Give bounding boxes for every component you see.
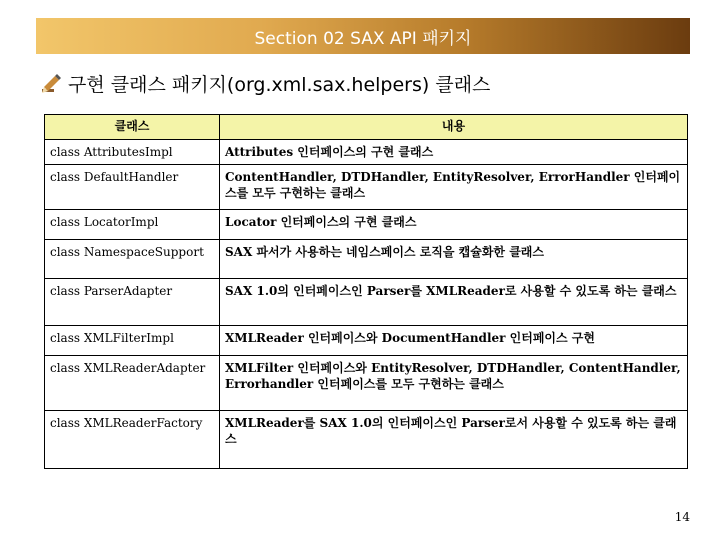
class-name-cell: class XMLReaderAdapter [45, 356, 220, 411]
class-name-cell: class XMLFilterImpl [45, 326, 220, 356]
pencil-bullet-icon [40, 73, 62, 95]
table-row [45, 411, 688, 469]
table-row [45, 240, 688, 279]
class-name-cell: class ParserAdapter [45, 279, 220, 326]
section-banner [36, 18, 690, 54]
table-row [45, 165, 688, 210]
class-name-cell: class XMLReaderFactory [45, 411, 220, 469]
header-content: 내용 [220, 115, 688, 140]
page-number: 14 [674, 510, 690, 524]
description-cell: XMLFilter 인터페이스와 EntityResolver, DTDHandler, ContentHandler, Errorhandler 인터페이스를 모두 구현하는 클래스 [220, 356, 688, 411]
table-row [45, 210, 688, 240]
description-cell: SAX 파서가 사용하는 네임스페이스 로직을 캡슐화한 클래스 [220, 240, 688, 279]
class-name-cell: class AttributesImpl [45, 140, 220, 165]
table-row [45, 279, 688, 326]
heading-text: 구현 클래스 패키지(org.xml.sax.helpers) 클래스 [68, 74, 491, 96]
class-name-cell: class NamespaceSupport [45, 240, 220, 279]
header-class: 클래스 [45, 115, 220, 140]
slide-heading [40, 70, 490, 97]
class-name-cell: class LocatorImpl [45, 210, 220, 240]
class-name-cell: class DefaultHandler [45, 165, 220, 210]
description-cell: XMLReader를 SAX 1.0의 인터페이스인 Parser로서 사용할 수 있도록 하는 클래스 [220, 411, 688, 469]
description-cell: XMLReader 인터페이스와 DocumentHandler 인터페이스 구현 [220, 326, 688, 356]
table-header-row [45, 115, 688, 140]
table-row [45, 140, 688, 165]
description-cell: Attributes 인터페이스의 구현 클래스 [220, 140, 688, 165]
class-table [44, 114, 688, 469]
section-title: Section 02 SAX API 패키지 [254, 28, 472, 49]
description-cell: ContentHandler, DTDHandler, EntityResolver, ErrorHandler 인터페이스를 모두 구현하는 클래스 [220, 165, 688, 210]
description-cell: Locator 인터페이스의 구현 클래스 [220, 210, 688, 240]
table-row [45, 356, 688, 411]
table-row [45, 326, 688, 356]
description-cell: SAX 1.0의 인터페이스인 Parser를 XMLReader로 사용할 수 있도록 하는 클래스 [220, 279, 688, 326]
